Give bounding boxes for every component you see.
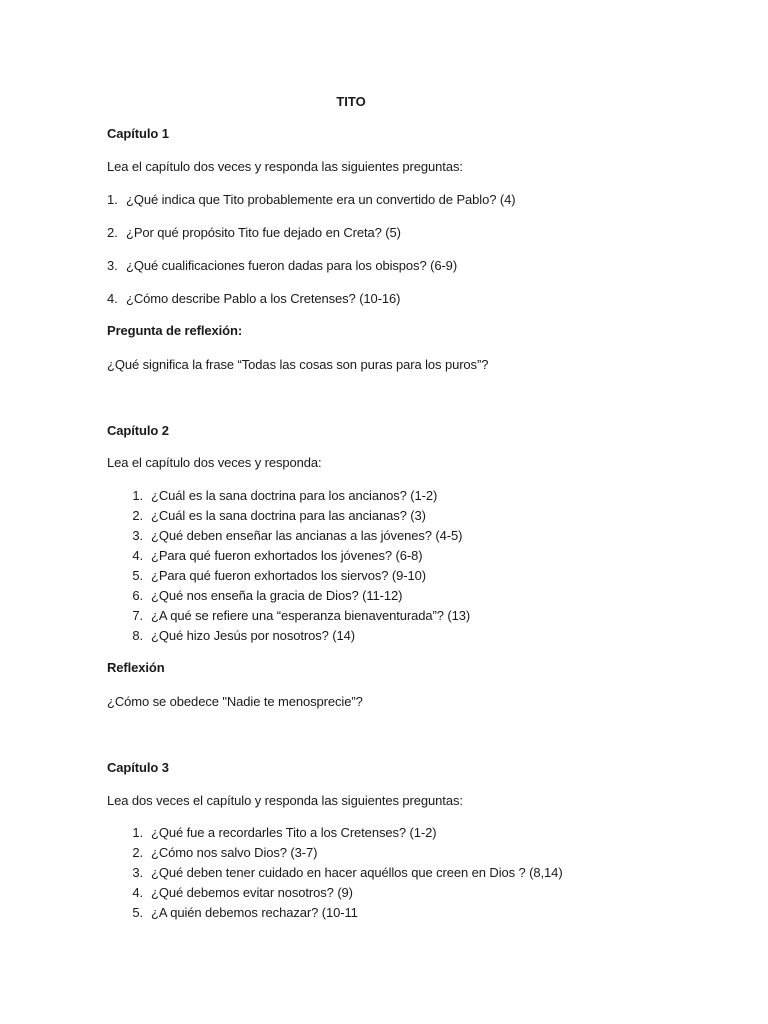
chapter-2-heading: Capítulo 2 [107, 423, 169, 438]
chapter-1-intro: Lea el capítulo dos veces y responda las siguientes preguntas: [107, 159, 463, 174]
ch1-question-1: 1. ¿Qué indica que Tito probablemente era un convertido de Pablo? (4) [107, 192, 516, 207]
ch2-question-5: 5. ¿Para qué fueron exhortados los siervos? (9-10) [132, 568, 426, 583]
ch2-question-4: 4. ¿Para qué fueron exhortados los jóvenes? (6-8) [132, 548, 423, 563]
ch2-question-2: 2. ¿Cuál es la sana doctrina para las ancianas? (3) [132, 508, 426, 523]
ch2-question-1: 1. ¿Cuál es la sana doctrina para los ancianos? (1-2) [132, 488, 438, 503]
ch3-question-3: 3. ¿Qué deben tener cuidado en hacer aquéllos que creen en Dios ? (8,14) [132, 865, 563, 880]
chapter-2-intro: Lea el capítulo dos veces y responda: [107, 455, 322, 470]
ch3-question-1: 1. ¿Qué fue a recordarles Tito a los Cretenses? (1-2) [132, 825, 437, 840]
ch1-question-4: 4. ¿Cómo describe Pablo a los Cretenses? (10-16) [107, 291, 401, 306]
ch1-reflection-question: ¿Qué significa la frase “Todas las cosas son puras para los puros”? [107, 357, 489, 372]
ch2-question-3: 3. ¿Qué deben enseñar las ancianas a las jóvenes? (4-5) [132, 528, 463, 543]
ch1-reflection-heading: Pregunta de reflexión: [107, 323, 243, 338]
chapter-1-heading: Capítulo 1 [107, 126, 169, 141]
ch2-question-6: 6. ¿Qué nos enseña la gracia de Dios? (11-12) [132, 588, 403, 603]
ch1-question-3: 3. ¿Qué cualificaciones fueron dadas para los obispos? (6-9) [107, 258, 458, 273]
ch3-question-4: 4. ¿Qué debemos evitar nosotros? (9) [132, 885, 353, 900]
ch2-reflection-heading: Reflexión [107, 660, 165, 675]
ch2-question-7: 7. ¿A qué se refiere una “esperanza bienaventurada”? (13) [132, 608, 471, 623]
ch2-question-8: 8. ¿Qué hizo Jesús por nosotros? (14) [132, 628, 355, 643]
ch3-question-5: 5. ¿A quién debemos rechazar? (10-11 [132, 905, 358, 920]
document-title: TITO [336, 94, 366, 109]
ch1-question-2: 2. ¿Por qué propósito Tito fue dejado en Creta? (5) [107, 225, 401, 240]
ch3-question-2: 2. ¿Cómo nos salvo Dios? (3-7) [132, 845, 318, 860]
ch2-reflection-question: ¿Cómo se obedece "Nadie te menosprecie”? [107, 694, 363, 709]
chapter-3-heading: Capítulo 3 [107, 760, 169, 775]
chapter-3-intro: Lea dos veces el capítulo y responda las siguientes preguntas: [107, 793, 463, 808]
